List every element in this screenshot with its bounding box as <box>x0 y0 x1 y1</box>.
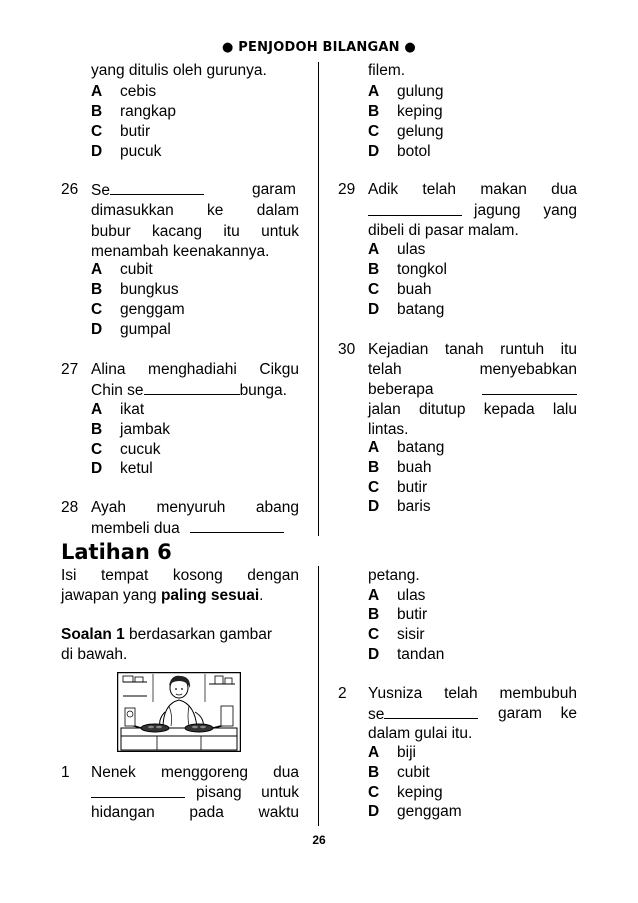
q2-line3: dalam gulai itu. <box>368 725 473 742</box>
q1-line2-start <box>91 783 185 804</box>
instruction-line1: Isi tempat kosong dengan <box>61 567 299 584</box>
option-text: tandan <box>397 646 445 663</box>
option-text: butir <box>120 123 151 140</box>
question-number: 29 <box>338 181 356 198</box>
option-text: gulung <box>397 83 444 100</box>
option-text: ulas <box>397 587 426 604</box>
instruction-period: . <box>259 587 264 604</box>
q26-line1-start <box>91 180 204 201</box>
option-letter: D <box>368 803 380 820</box>
option-letter: C <box>91 301 103 318</box>
option-text: cebis <box>120 83 157 100</box>
option-text: buah <box>397 281 432 298</box>
section-title: Latihan 6 <box>61 540 172 564</box>
option-letter: C <box>368 281 380 298</box>
option-text: baris <box>397 498 431 515</box>
option-letter: C <box>368 479 380 496</box>
q28-line2 <box>91 518 284 539</box>
q30-line4: jalan ditutup kepada lalu <box>368 401 577 418</box>
q1-tail: petang. <box>368 567 420 584</box>
q27-chin-se: Chin se <box>91 382 144 399</box>
option-text: buah <box>397 459 432 476</box>
option-letter: B <box>368 261 380 278</box>
option-letter: B <box>368 459 380 476</box>
soalan-line2: di bawah. <box>61 646 128 663</box>
option-text: ketul <box>120 460 153 477</box>
q2-se: se <box>368 706 385 723</box>
answer-blank <box>482 380 577 395</box>
option-text: genggam <box>120 301 185 318</box>
q26-line4: menambah keenakannya. <box>91 243 270 260</box>
option-text: keping <box>397 784 443 801</box>
question-number: 27 <box>61 361 79 378</box>
answer-blank <box>110 180 204 195</box>
option-letter: A <box>368 83 380 100</box>
q28-membeli-dua: membeli dua <box>91 520 180 537</box>
answer-blank <box>190 518 284 533</box>
cooking-illustration <box>117 672 241 752</box>
q26-se: Se <box>91 182 110 199</box>
option-letter: B <box>368 103 380 120</box>
page-header: ● PENJODOH BILANGAN ● <box>222 40 416 55</box>
question-number: 2 <box>338 685 347 702</box>
q28-tail: filem. <box>368 62 406 79</box>
option-text: butir <box>397 606 428 623</box>
q30-line3-start: beberapa <box>368 381 434 398</box>
option-letter: C <box>368 626 380 643</box>
q29-line3: dibeli di pasar malam. <box>368 222 519 239</box>
option-text: keping <box>397 103 443 120</box>
answer-blank <box>144 380 240 395</box>
option-letter: D <box>368 498 380 515</box>
soalan-text: berdasarkan gambar <box>124 626 273 643</box>
q27-line1: Alina menghadiahi Cikgu <box>91 361 299 378</box>
q2-line2-start <box>368 704 478 725</box>
q27-line2 <box>91 380 287 401</box>
instruction-emphasis: paling sesuai <box>160 587 260 604</box>
option-text: ulas <box>397 241 426 258</box>
instruction-line2 <box>61 586 263 606</box>
option-letter: B <box>368 606 380 623</box>
option-text: ikat <box>120 401 145 418</box>
option-letter: B <box>91 103 103 120</box>
q30-line1: Kejadian tanah runtuh itu <box>368 341 577 358</box>
option-letter: B <box>91 421 103 438</box>
option-letter: B <box>91 281 103 298</box>
q29-line2-end: jagung yang <box>474 202 577 219</box>
option-text: genggam <box>397 803 462 820</box>
option-letter: C <box>368 123 380 140</box>
option-text: gumpal <box>120 321 171 338</box>
instruction-text: jawapan yang <box>61 587 161 604</box>
option-text: cucuk <box>120 441 161 458</box>
option-letter: A <box>368 439 380 456</box>
option-letter: C <box>368 784 380 801</box>
option-text: rangkap <box>120 103 177 120</box>
q30-line2: telah menyebabkan <box>368 361 577 378</box>
option-letter: A <box>91 261 103 278</box>
option-letter: D <box>368 143 380 160</box>
option-text: biji <box>397 744 416 761</box>
option-text: butir <box>397 479 428 496</box>
q29-line2-start <box>368 201 462 222</box>
q1-line2-end: pisang untuk <box>196 784 299 801</box>
q29-line1: Adik telah makan dua <box>368 181 577 198</box>
answer-blank <box>91 783 185 798</box>
question-number: 26 <box>61 181 79 198</box>
option-text: cubit <box>120 261 153 278</box>
option-text: sisir <box>397 626 425 643</box>
q26-line3: bubur kacang itu untuk <box>91 223 299 240</box>
q30-line5: lintas. <box>368 421 409 438</box>
option-text: gelung <box>397 123 444 140</box>
option-text: batang <box>397 301 445 318</box>
q2-line2-end: garam ke <box>498 705 577 722</box>
option-text: botol <box>397 143 431 160</box>
option-text: tongkol <box>397 261 447 278</box>
q26-line2: dimasukkan ke dalam <box>91 202 299 219</box>
question-number: 1 <box>61 764 70 781</box>
option-letter: C <box>91 441 103 458</box>
answer-blank <box>384 704 478 719</box>
option-letter: A <box>368 744 380 761</box>
option-letter: D <box>91 460 103 477</box>
option-text: batang <box>397 439 445 456</box>
q1-line3: hidangan pada waktu <box>91 804 299 821</box>
question-number: 28 <box>61 499 79 516</box>
option-letter: A <box>91 401 103 418</box>
q28-line1: Ayah menyuruh abang <box>91 499 299 516</box>
option-text: pucuk <box>120 143 162 160</box>
q27-bunga: bunga. <box>239 382 287 399</box>
option-text: cubit <box>397 764 430 781</box>
q30-line3-blank <box>482 380 577 401</box>
grandmother-frying-image <box>117 672 241 752</box>
question-number: 30 <box>338 341 356 358</box>
option-letter: D <box>91 143 103 160</box>
option-letter: A <box>368 241 380 258</box>
column-divider <box>318 62 319 536</box>
option-letter: C <box>91 123 103 140</box>
q2-line1: Yusniza telah membubuh <box>368 685 577 702</box>
soalan-line1 <box>61 625 272 645</box>
option-letter: D <box>368 301 380 318</box>
q1-line1: Nenek menggoreng dua <box>91 764 299 781</box>
option-text: bungkus <box>120 281 179 298</box>
q25-tail: yang ditulis oleh gurunya. <box>91 62 267 79</box>
soalan-label: Soalan 1 <box>61 626 125 643</box>
option-letter: D <box>91 321 103 338</box>
q26-line1-end: garam <box>252 181 296 198</box>
answer-blank <box>368 201 462 216</box>
option-text: jambak <box>120 421 170 438</box>
column-divider <box>318 566 319 826</box>
option-letter: B <box>368 764 380 781</box>
option-letter: D <box>368 646 380 663</box>
option-letter: A <box>368 587 380 604</box>
page-number: 26 <box>312 833 326 847</box>
option-letter: A <box>91 83 103 100</box>
